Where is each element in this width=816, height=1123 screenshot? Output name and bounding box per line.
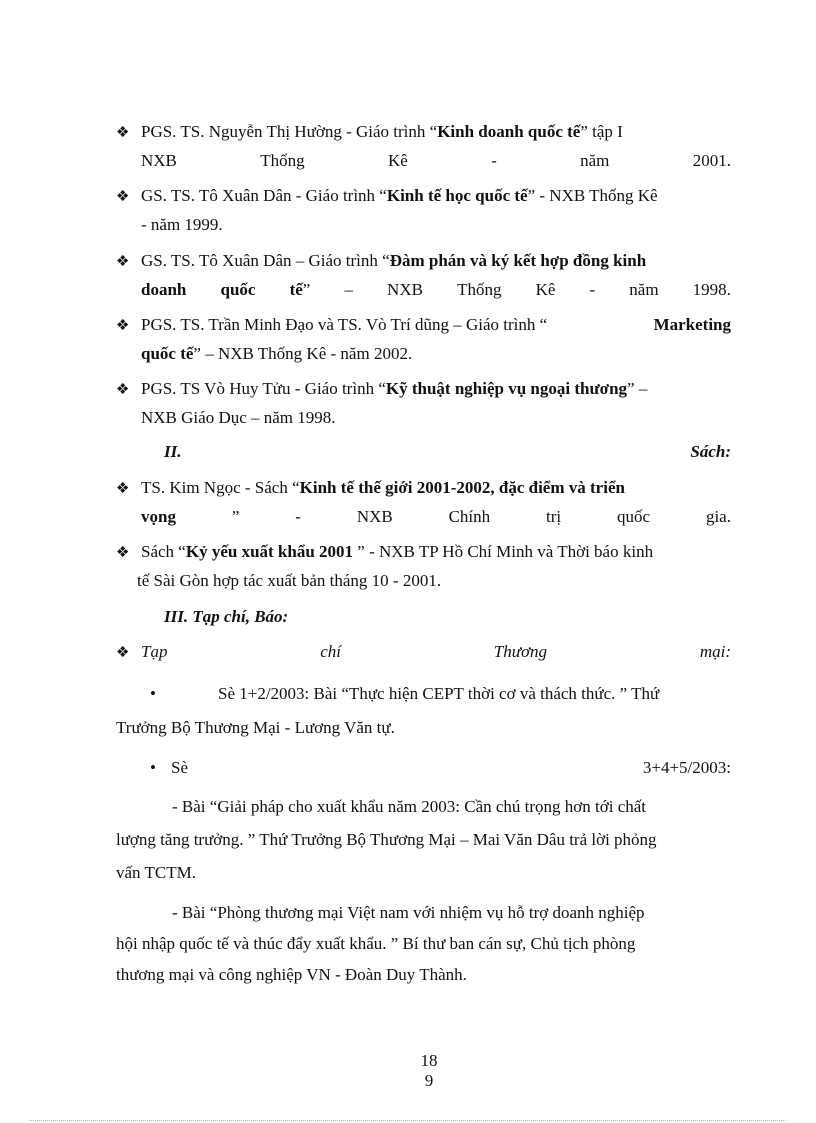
section-title: III. Tạp chí, Báo: <box>164 607 289 626</box>
book-item <box>116 538 731 595</box>
reference-line-1: ❖ PGS. TS Vò Huy Tửu - Giáo trình “Kỹ thuật nghiệp vụ ngoại thương” – <box>116 375 731 404</box>
article-item <box>116 897 731 990</box>
reference-line-2: doanh quốc tế” – NXB Thống Kê - năm 1998. <box>141 280 731 299</box>
reference-item <box>116 118 731 175</box>
article-line: lượng tăng trưởng. ” Thứ Trưởng Bộ Thương Mại – Mai Văn Dâu trả lời phỏng <box>116 830 657 849</box>
article-item <box>116 790 731 889</box>
page-number: 18 <box>420 1051 438 1070</box>
reference-item <box>116 182 731 239</box>
reference-line-1: ❖ PGS. TS. Trần Minh Đạo và TS. Vò Trí dũng – Giáo trình “ Marketing <box>116 311 731 340</box>
book-title: Kinh doanh quốc tế <box>437 122 581 141</box>
diamond-bullet-icon: ❖ <box>116 382 130 398</box>
reference-item <box>116 247 731 304</box>
reference-line-1: ❖ PGS. TS. Nguyễn Thị Hường - Giáo trình “Kinh doanh quốc tế” tập I <box>116 118 731 147</box>
book-title: Đàm phán và ký kết hợp đồng kinh <box>389 251 647 270</box>
book-title: Kinh tế học quốc tế <box>386 186 528 205</box>
reference-line-1: ❖ GS. TS. Tô Xuân Dân - Giáo trình “Kinh tế học quốc tế” - NXB Thống Kê <box>116 182 731 211</box>
reference-item <box>116 375 731 432</box>
book-line-1: ❖ Sách “Kỷ yếu xuất khẩu 2001 ” - NXB TP Hồ Chí Minh và Thời báo kinh <box>116 538 731 567</box>
diamond-bullet-icon: ❖ <box>116 125 130 141</box>
book-title: Kỹ thuật nghiệp vụ ngoại thương <box>385 379 628 398</box>
dot-bullet-icon: • <box>150 758 156 777</box>
issue-line-1: • Sè 1+2/2003: Bài “Thực hiện CEPT thời cơ và thách thức. ” Thứ <box>116 677 731 711</box>
dot-bullet-icon: • <box>150 684 156 703</box>
section-number: II. <box>164 442 182 461</box>
reference-line-2: quốc tế” – NXB Thống Kê - năm 2002. <box>141 344 413 363</box>
article-line: thương mại và công nghiệp VN - Đoàn Duy Thành. <box>116 965 467 984</box>
article-line: - Bài “Phòng thương mại Việt nam với nhiệm vụ hỗ trợ doanh nghiệp <box>172 903 645 922</box>
reference-line-1: ❖ GS. TS. Tô Xuân Dân – Giáo trình “Đàm phán và ký kết hợp đồng kinh <box>116 247 731 276</box>
magazine-item <box>116 638 731 667</box>
book-title: Marketing <box>653 315 731 334</box>
book-line-1: ❖ TS. Kim Ngọc - Sách “Kinh tế thế giới 2001-2002, đặc điểm và triển <box>116 474 731 503</box>
book-line-2: vọng ” - NXB Chính trị quốc gia. <box>141 507 731 526</box>
section-title: Sách: <box>690 442 731 461</box>
reference-line-2: NXB Thống Kê - năm 2001. <box>141 151 731 170</box>
article-line: hội nhập quốc tế và thúc đẩy xuất khẩu. ” Bí thư ban cán sự, Chủ tịch phòng <box>116 934 636 953</box>
diamond-bullet-icon: ❖ <box>116 189 130 205</box>
book-item <box>116 474 731 531</box>
diamond-bullet-icon: ❖ <box>116 545 130 561</box>
page-number-sub: 9 <box>424 1071 434 1090</box>
book-title: Kỷ yếu xuất khẩu 2001 <box>185 542 354 561</box>
diamond-bullet-icon: ❖ <box>116 481 130 497</box>
reference-line-2: - năm 1999. <box>141 215 223 234</box>
article-line: - Bài “Giải pháp cho xuất khẩu năm 2003: Cần chú trọng hơn tới chất <box>172 797 647 816</box>
reference-item <box>116 311 731 368</box>
book-line-2: tế Sài Gòn hợp tác xuất bản tháng 10 - 2001. <box>137 571 442 590</box>
article-line: vấn TCTM. <box>116 863 196 882</box>
diamond-bullet-icon: ❖ <box>116 254 130 270</box>
reference-line-2: NXB Giáo Dục – năm 1998. <box>141 408 336 427</box>
issue-item <box>116 677 731 745</box>
issue-line: • Sè 3+4+5/2003: <box>116 751 731 785</box>
diamond-bullet-icon: ❖ <box>116 318 130 334</box>
page-footer-divider <box>30 1120 786 1121</box>
magazine-line: ❖ Tạp chí Thương mại: <box>116 638 731 667</box>
issue-item <box>116 751 731 785</box>
issue-line-2: Trưởng Bộ Thương Mại - Lương Văn tự. <box>116 718 395 737</box>
diamond-bullet-icon: ❖ <box>116 645 130 661</box>
book-title: Kinh tế thế giới 2001-2002, đặc điểm và triển <box>299 478 625 497</box>
